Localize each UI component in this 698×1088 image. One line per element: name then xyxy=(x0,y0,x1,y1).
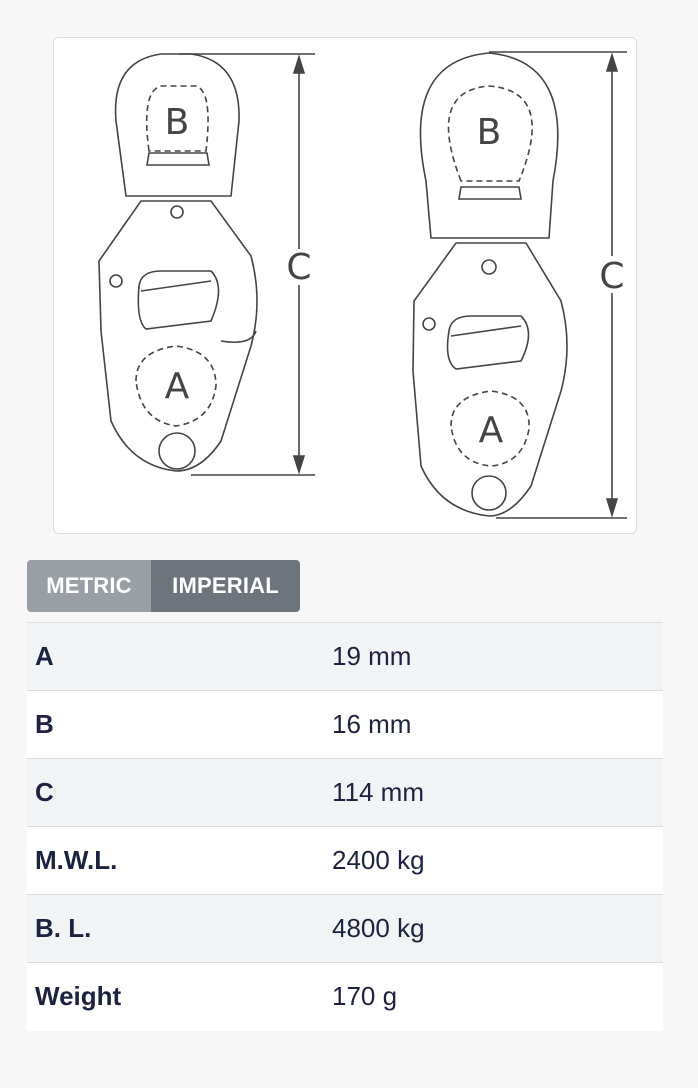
spec-value: 19 mm xyxy=(332,623,663,691)
table-row xyxy=(27,623,663,691)
spec-label: M.W.L. xyxy=(27,827,332,895)
spec-table xyxy=(27,622,663,1031)
spec-value: 16 mm xyxy=(332,691,663,759)
spec-label: C xyxy=(27,759,332,827)
left-label-c: C xyxy=(286,247,312,288)
snap-shackle-diagram xyxy=(54,38,638,535)
product-diagram-card xyxy=(53,37,637,534)
right-label-a: A xyxy=(478,410,504,451)
spec-label: B xyxy=(27,691,332,759)
right-label-c: C xyxy=(599,256,625,297)
table-row xyxy=(27,963,663,1031)
table-row xyxy=(27,759,663,827)
spec-value: 114 mm xyxy=(332,759,663,827)
spec-label: Weight xyxy=(27,963,332,1031)
spec-value: 4800 kg xyxy=(332,895,663,963)
spec-value: 170 g xyxy=(332,963,663,1031)
spec-value: 2400 kg xyxy=(332,827,663,895)
right-label-b: B xyxy=(476,112,502,153)
table-row xyxy=(27,827,663,895)
table-row xyxy=(27,691,663,759)
imperial-button[interactable]: IMPERIAL xyxy=(151,560,300,612)
left-label-a: A xyxy=(164,366,190,407)
spec-label: A xyxy=(27,623,332,691)
spec-label: B. L. xyxy=(27,895,332,963)
table-row xyxy=(27,895,663,963)
left-label-b: B xyxy=(164,102,190,143)
unit-toggle xyxy=(27,560,300,612)
metric-button[interactable]: METRIC xyxy=(27,560,151,612)
